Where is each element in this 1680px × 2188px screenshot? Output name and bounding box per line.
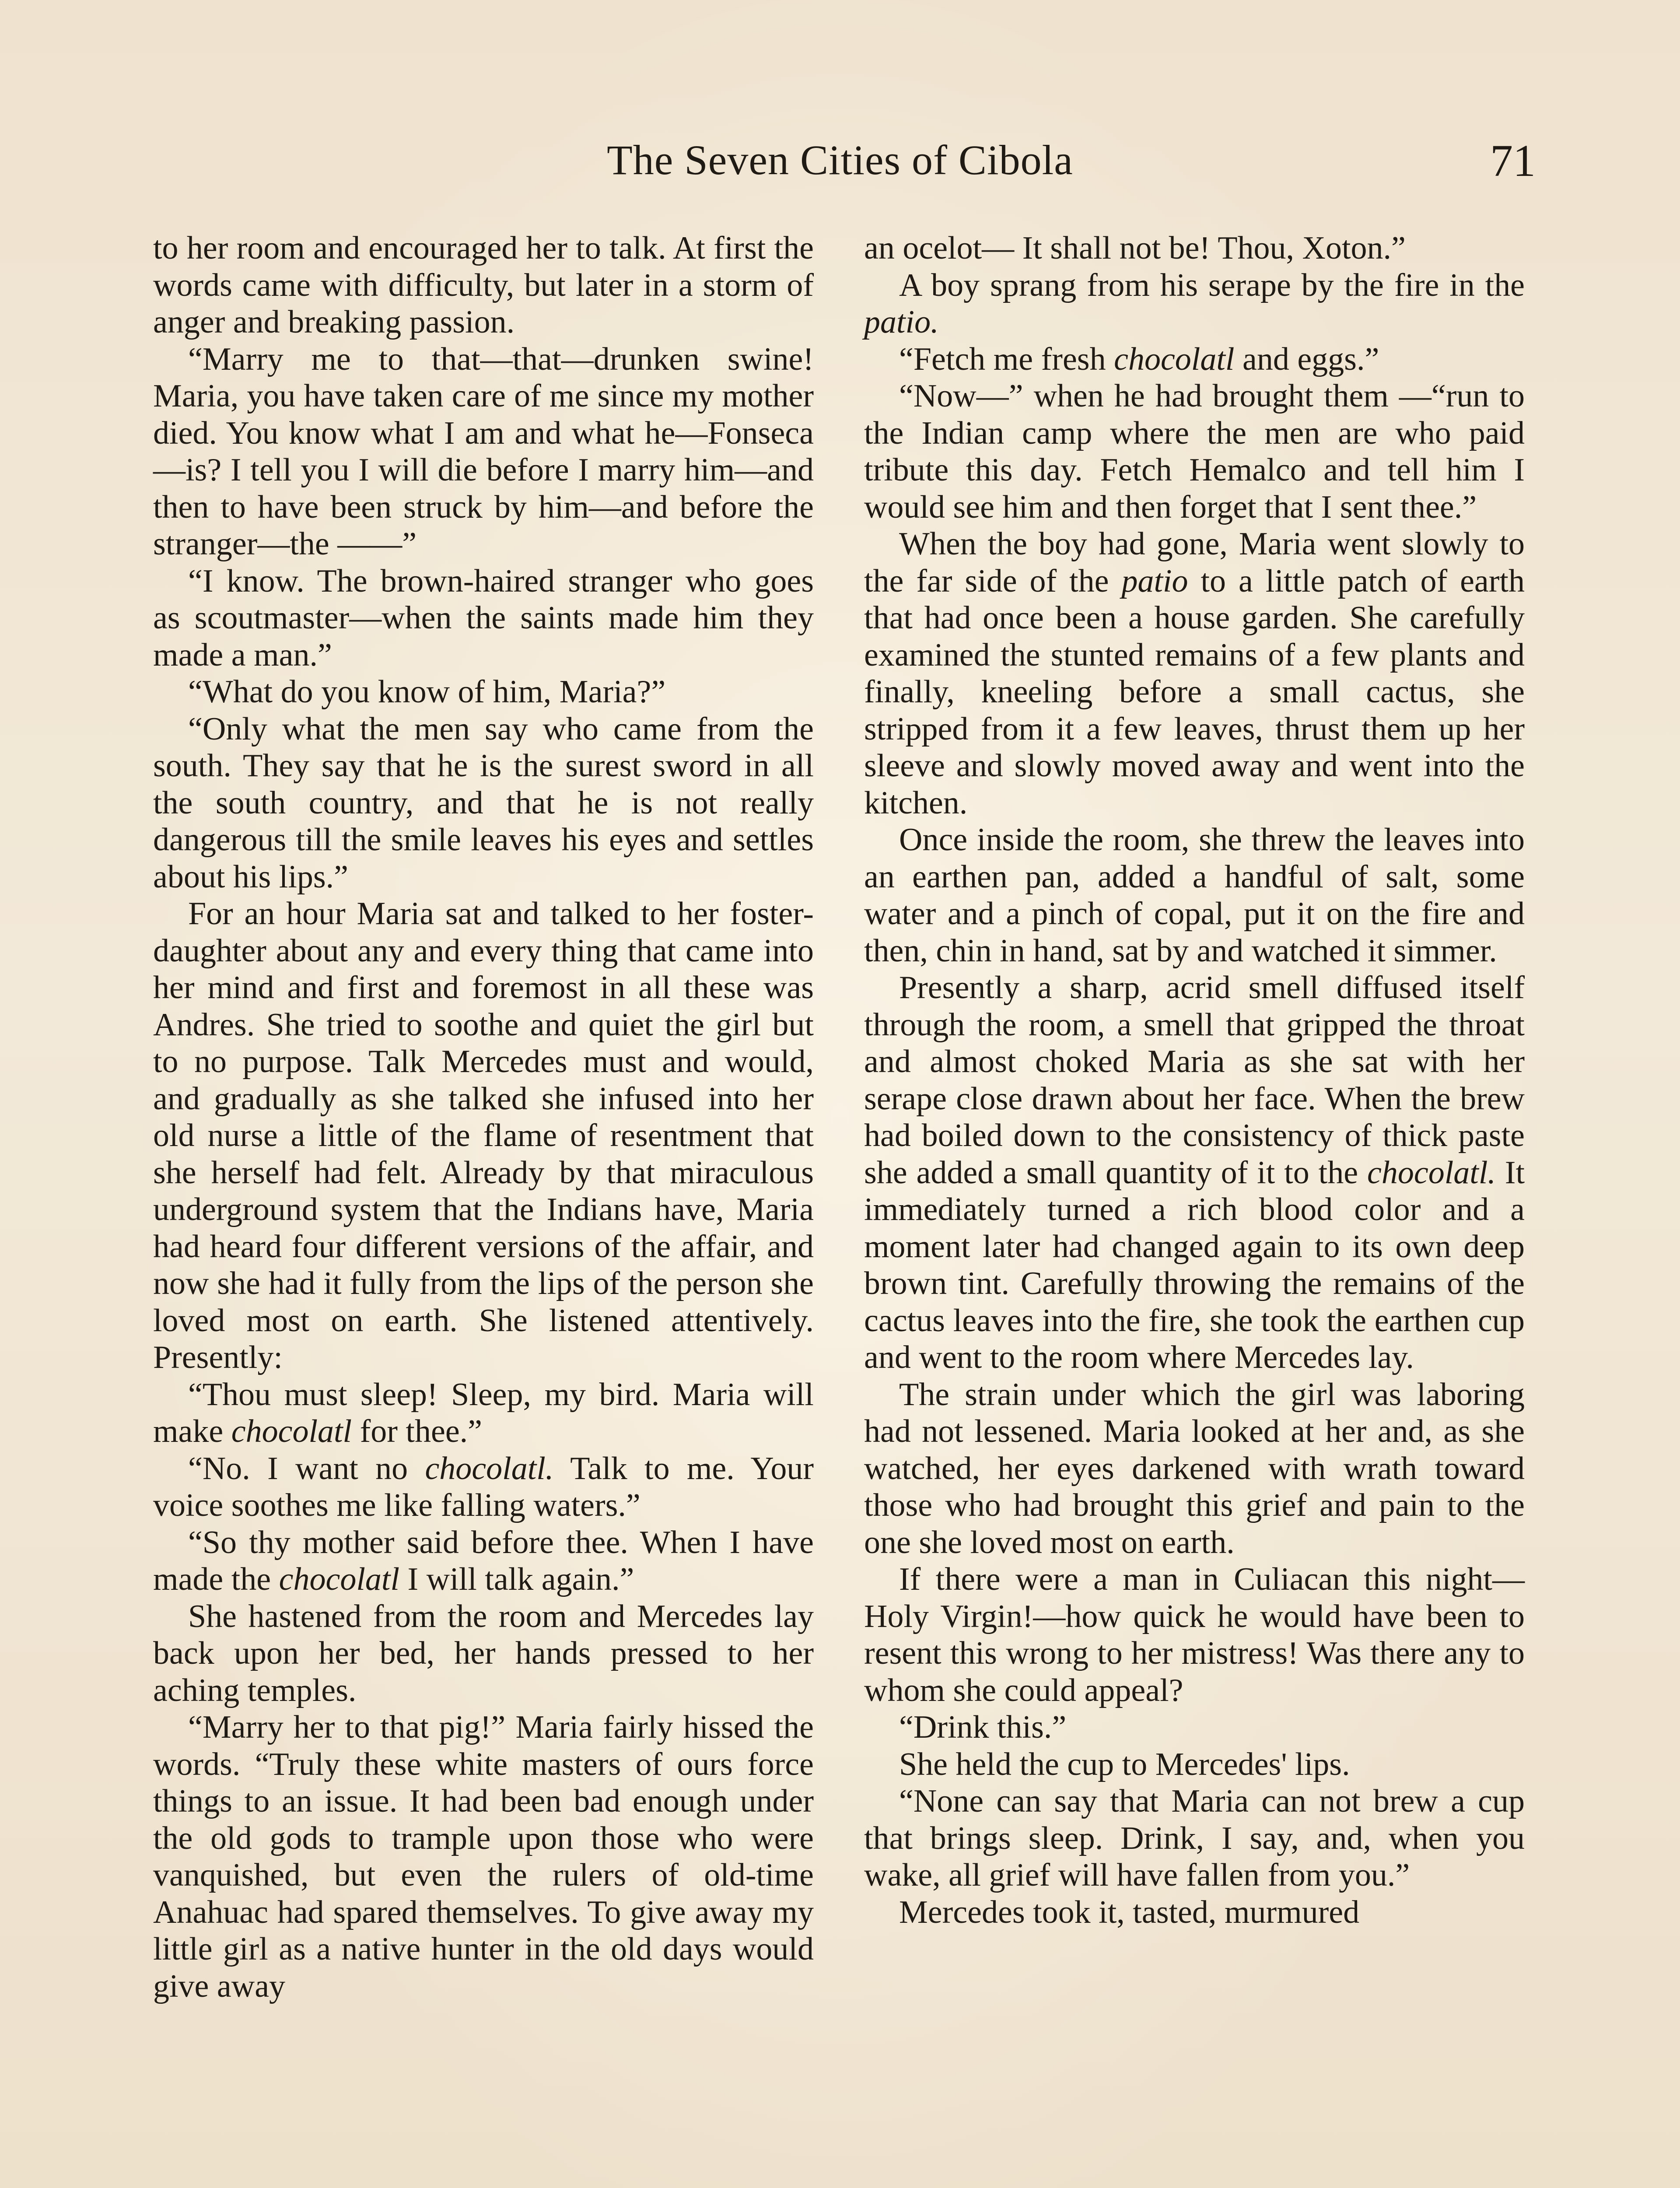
right-column (864, 230, 1525, 1931)
paragraph (153, 1450, 814, 1524)
paragraph (153, 1376, 814, 1450)
text-run: I will talk again.” (399, 1561, 634, 1597)
page-number: 71 (1490, 136, 1536, 186)
italic-word: chocolatl. (1367, 1154, 1496, 1191)
text-run: “Fetch me fresh (899, 341, 1114, 377)
page-header (0, 131, 1680, 188)
running-title: The Seven Cities of Cibola (607, 137, 1073, 183)
paragraph: “Only what the men say who came from the south. They say that he is the surest sword in all the south country, and that he is not really dangerous till the smile leaves his eyes and settles about his lips.” (153, 711, 814, 895)
italic-word: patio (1121, 563, 1188, 599)
paragraph: “None can say that Maria can not brew a cup that brings sleep. Drink, I say, and, when you wake, all grief will have fallen from you.” (864, 1783, 1525, 1893)
paragraph: “I know. The brown-haired stranger who goes as scoutmaster—when the saints made him they made a man.” (153, 563, 814, 673)
text-run: and eggs.” (1234, 341, 1379, 377)
italic-word: chocolatl. (425, 1450, 554, 1487)
text-run: “So thy mother said before thee. When I have made the (153, 1524, 814, 1597)
left-column (153, 230, 814, 2005)
paragraph: “Now—” when he had brought them —“run to the Indian camp where the men are who paid tribute this day. Fetch Hemalco and tell him I would see him and then forget that I sent thee.” (864, 378, 1525, 525)
text-run: Presently a sharp, acrid smell diffused itself through the room, a smell that gripped the throat and almost choked Maria as she sat with her serape close drawn about her face. When the brew had boiled down to the consistency of thick paste she added a small quantity of it to the (864, 970, 1525, 1191)
text-run: “No. I want no (188, 1450, 425, 1487)
paragraph: Once inside the room, she threw the leaves into an earthen pan, added a handful of salt, some water and a pinch of copal, put it on the fire and then, chin in hand, sat by and watched it simmer. (864, 822, 1525, 969)
paragraph (153, 1524, 814, 1598)
paragraph: to her room and encouraged her to talk. At first the words came with difficulty, but later in a storm of anger and breaking passion. (153, 230, 814, 340)
paragraph: For an hour Maria sat and talked to her foster-daughter about any and every thing that came into her mind and first and foremost in all these was Andres. She tried to soothe and quiet the girl but to no purpose. Talk Mercedes must and would, and gradually as she talked she infused into her old nurse a little of the flame of resentment that she herself had felt. Already by that miraculous underground system that the Indians have, Maria had heard four different versions of the affair, and now she had it fully from the lips of the person she loved most on earth. She listened attentively. Presently: (153, 896, 814, 1375)
text-run: When the boy had gone, Maria went slowly to the far side of the (864, 526, 1525, 599)
paragraph: She held the cup to Mercedes' lips. (899, 1746, 1350, 1782)
italic-word: patio. (864, 304, 939, 340)
paragraph (864, 341, 1525, 378)
paragraph: The strain under which the girl was laboring had not lessened. Maria looked at her and, as she watched, her eyes darkened with wrath toward those who had brought this grief and pain to the one she loved most on earth. (864, 1376, 1525, 1560)
paragraph (864, 526, 1525, 821)
paragraph (864, 267, 1525, 341)
text-run: It immediately turned a rich blood color and a moment later had changed again to its own deep brown tint. Carefully throwing the remains of the cactus leaves into the fire, she took the earthen cup and went to the room where Mercedes lay. (864, 1154, 1525, 1375)
paragraph: If there were a man in Culiacan this night—Holy Virgin!—how quick he would have been to resent this wrong to her mistress! Was there any to whom she could appeal? (864, 1561, 1525, 1708)
text-run: to a little patch of earth that had once been a house garden. She carefully examined the stunted remains of a few plants and finally, kneeling before a small cactus, she stripped from it a few leaves, thrust them up her sleeve and slowly moved away and went into the kitchen. (864, 563, 1525, 821)
paragraph: “Drink this.” (899, 1709, 1067, 1745)
paragraph: an ocelot— It shall not be! Thou, Xoton.” (864, 230, 1406, 266)
text-run: Talk to me. Your voice soothes me like falling waters.” (153, 1450, 814, 1523)
paragraph: Mercedes took it, tasted, murmured (899, 1894, 1360, 1930)
italic-word: chocolatl (231, 1413, 352, 1449)
text-run: A boy sprang from his serape by the fire in the (899, 267, 1525, 303)
paragraph: She hastened from the room and Mercedes lay back upon her bed, her hands pressed to her aching temples. (153, 1598, 814, 1708)
paragraph (864, 969, 1525, 1376)
text-run: for thee.” (352, 1413, 483, 1449)
paragraph: “Marry her to that pig!” Maria fairly hissed the words. “Truly these white masters of ours force things to an issue. It had been bad enough under the old gods to trample upon those who were vanquished, but even the rulers of old-time Anahuac had spared themselves. To give away my little girl as a native hunter in the old days would give away (153, 1709, 814, 2004)
text-run: “Thou must sleep! Sleep, my bird. Maria will make (153, 1376, 814, 1449)
italic-word: chocolatl (279, 1561, 400, 1597)
paragraph: “What do you know of him, Maria?” (188, 674, 666, 710)
paragraph: “Marry me to that—that—drunken swine! Maria, you have taken care of me since my mother died. You know what I am and what he—Fonseca—is? I tell you I will die before I marry him—and then to have been struck by him—and before the stranger—the ——” (153, 341, 814, 562)
italic-word: chocolatl (1114, 341, 1235, 377)
